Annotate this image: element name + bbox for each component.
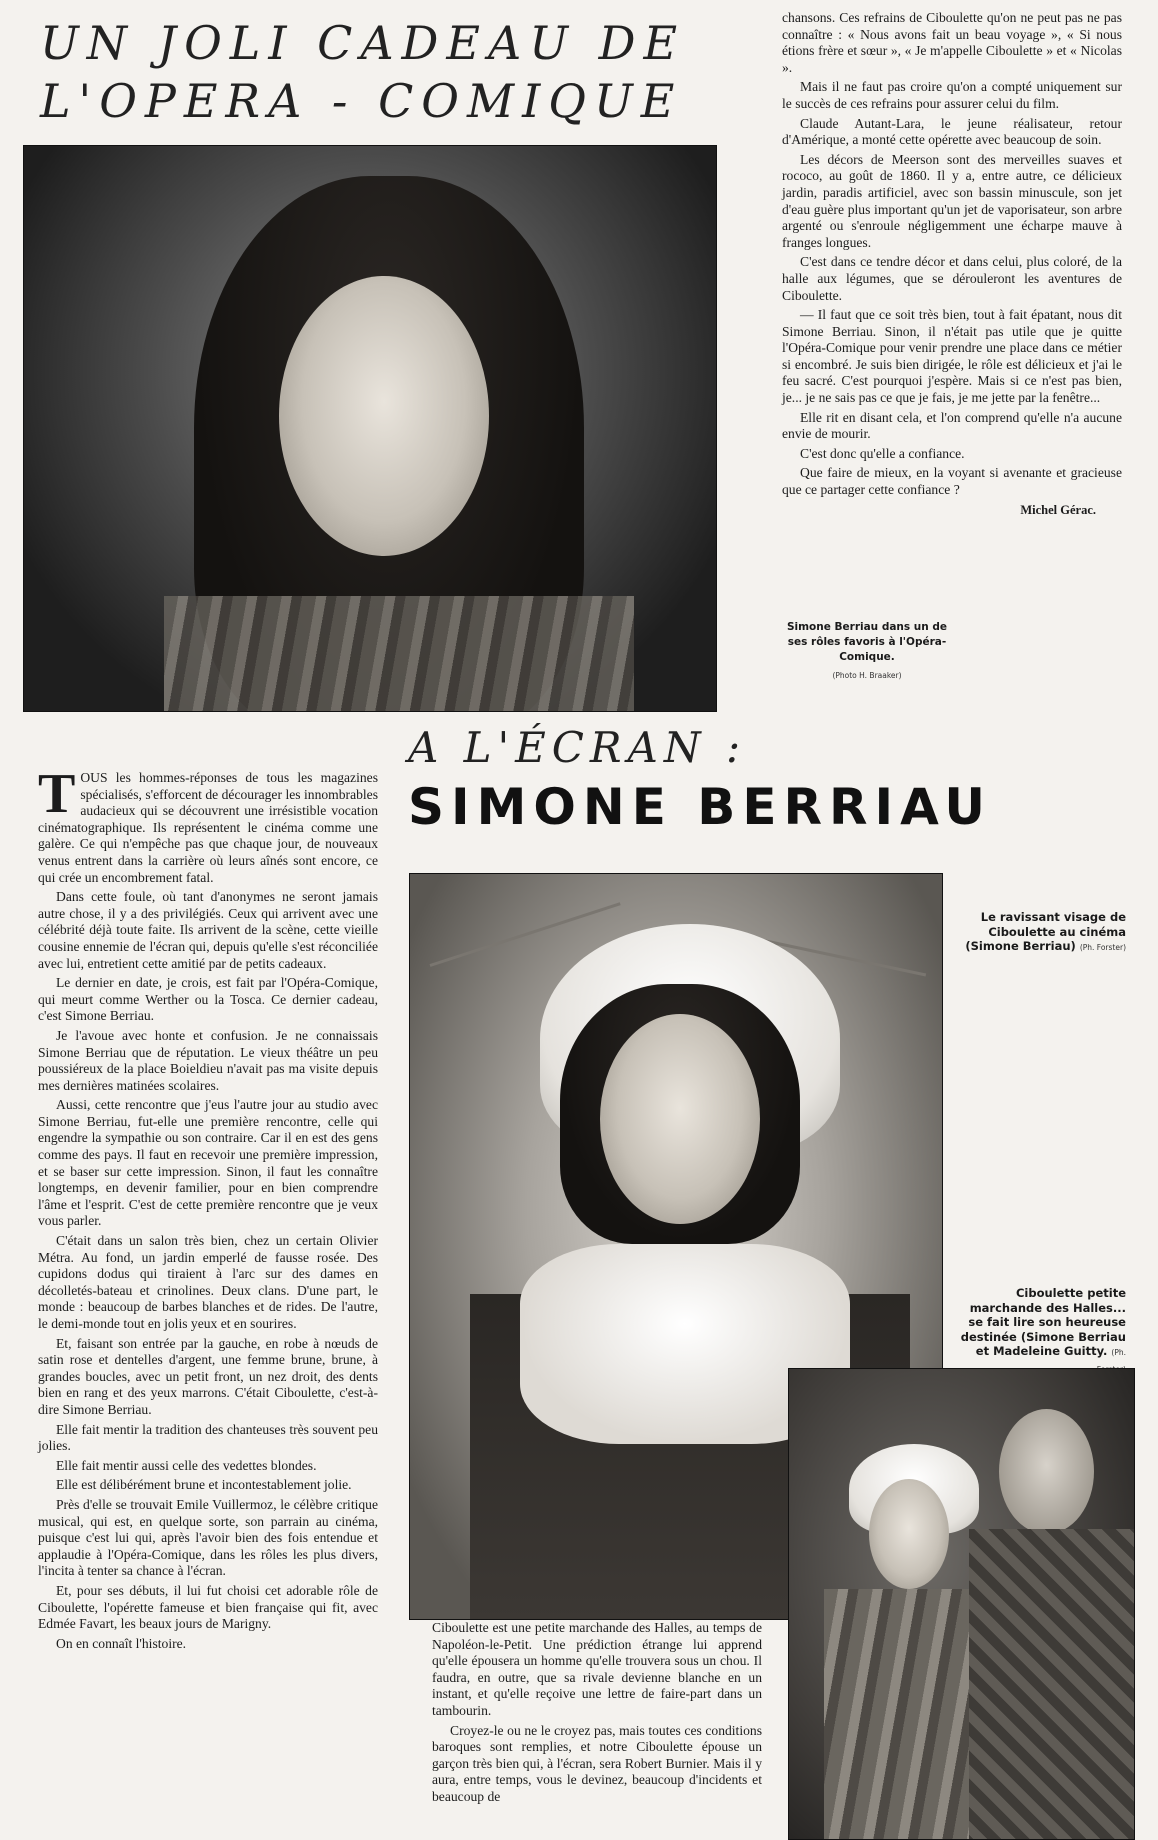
paragraph: Aussi, cette rencontre que j'eus l'autre jour au studio avec Simone Berriau, fut-elle une première rencontre, celle qui engendre la sympathie ou son contraire. Car il en est des gens comme des pays. Il faut en recevoir une première impression, et se baser sur cette impression. Sinon, il faut les connaître longtemps, en devenir familier, pour en bien comprendre l'âme et l'esprit. C'est de cette première rencontre que je veux vous parler. (38, 1097, 378, 1229)
drop-cap: T (38, 763, 76, 825)
paragraph: Dans cette foule, où tant d'anonymes ne seront jamais autre chose, il y a des privilégiés. Ceux qui arrivent avec une célébrité déjà toute faite. Ils arrivent de la scène, cette vieille cousine ennemie de l'écran qui, depuis qu'elle s'est réconciliée avec lui, entretient cette amitié par de petits cadeaux. (38, 889, 378, 971)
paragraph: — Il faut que ce soit très bien, tout à fait épatant, nous dit Simone Berriau. Sinon, il n'était pas utile que je quitte l'Opéra-Comique pour venir prendre une place dans ce métier si encombré. Je suis bien dirigée, le rôle est délicieux et j'ai le feu sacré. C'est pourquoi j'espère. Mais si ce n'est pas bien, je... je ne sais pas ce que je fais, je me jette par la fenêtre... (782, 307, 1122, 406)
photo-face-shape (600, 1014, 760, 1224)
still-photo-halles (788, 1368, 1135, 1840)
paragraph: On en connaît l'histoire. (56, 1635, 187, 1651)
paragraph-lead (38, 763, 378, 886)
photo-credit: (Ph. Forster) (1079, 943, 1126, 952)
photo-dress-shape (164, 596, 634, 712)
paragraph: Le dernier en date, je crois, est fait par l'Opéra-Comique, qui meurt comme Werther ou la Tosca. Ce dernier cadeau, c'est Simone Berriau. (38, 975, 378, 1024)
paragraph: Et, faisant son entrée par la gauche, en robe à nœuds de satin rose et dentelles d'argent, une femme brune, brune, à grandes boucles, avec un petit front, un nez droit, des dents bien en rang et des yeux marrons. C'était Ciboulette, c'est-à-dire Simone Berriau. (38, 1335, 378, 1417)
photo-face-shape (869, 1479, 949, 1589)
bottom-middle-text-column (432, 1620, 762, 1809)
lead-text: OUS les hommes-réponses de tous les magazines spécialisés, s'efforcent de décourager les innombrables audacieux qui se découvrent une irrésistible vocation cinématographique. Ils représentent le cinéma comme une galère. Ce qui n'empêche pas que chaque jour, de nouveaux venus entrent dans la carrière où leurs aînés sont encore, ce qui crée un encombrement fatal. (38, 770, 378, 885)
paragraph: Près d'elle se trouvait Emile Vuillermoz, le célèbre critique musical, qui est, en quelque sorte, son parrain au cinéma, puisque c'est lui qui, après l'avoir bien des fois entendue et applaudie à l'Opéra-Comique, dans les rôles les plus divers, l'incita à tenter sa chance à l'écran. (38, 1496, 378, 1579)
caption-text: Simone Berriau dans un de ses rôles favoris à l'Opéra-Comique. (786, 621, 948, 663)
paragraph: Elle fait mentir la tradition des chanteuses très souvent peu jolies. (38, 1421, 378, 1454)
caption-body: Ciboulette petite marchande des Halles... se fait lire son heureuse destinée (Simone Berriau et Madeleine Guitty. (960, 1286, 1126, 1358)
paragraph: Elle fait mentir aussi celle des vedettes blondes. (56, 1457, 317, 1473)
paragraph: Elle est délibérément brune et incontestablement jolie. (56, 1477, 352, 1493)
paragraph: Mais il ne faut pas croire qu'on a compté uniquement sur le succès de ces refrains pour assurer celui du film. (782, 79, 1122, 111)
paragraph: C'est dans ce tendre décor et dans celui, plus coloré, de la halle aux légumes, que se dérouleront les aventures de Ciboulette. (782, 254, 1122, 303)
paragraph: Ciboulette est une petite marchande des Halles, au temps de Napoléon-le-Petit. Une prédiction étrange lui apprend qu'elle épousera un homme qu'elle trouvera sous un chou. Il faudra, en outre, que sa rivale devienne blanche en un instant, et qu'elle reçoive une lettre de faire-part dans un tambourin. (432, 1620, 762, 1718)
photo-face-shape-2 (999, 1409, 1094, 1534)
paragraph: Et, pour ses débuts, il lui fut choisi cet adorable rôle de Ciboulette, l'opérette fameuse et bien française qui fit, avec Edmée Favart, les beaux jours de Marigny. (38, 1582, 378, 1632)
paragraph: chansons. Ces refrains de Ciboulette qu'on ne peut pas ne pas connaître : « Nous avons fait un beau voyage », « Si nous étions frère et sœur », « Je m'appelle Ciboulette » et « Nicolas ». (782, 10, 1122, 75)
caption-still-3 (956, 1286, 1126, 1377)
caption-portrait-1 (782, 620, 952, 683)
paragraph: Je l'avoue avec honte et confusion. Je ne connaissais Simone Berriau que de réputation. Le vieux théâtre un peu poussiéreux de la place Boieldieu n'avait pas ma visite depuis mes dernières matinées scolaires. (38, 1027, 378, 1093)
photo-credit: (Photo H. Braaker) (832, 671, 902, 680)
photo-credit: (Ph. (1111, 1348, 1126, 1357)
top-right-text-column (782, 10, 1122, 521)
section-kicker: A L'ÉCRAN : (408, 723, 747, 772)
paragraph: Les décors de Meerson sont des merveilles suaves et rococo, au goût de 1860. Il y a, entre autre, ce délicieux jardin, paradis artificiel, avec son bassin minuscule, son jet d'eau guère plus important qu'un jet de vaporisateur, son arbre argenté ou s'enroule négligemment une écharpe mauve à franges longues. (782, 151, 1122, 250)
caption-text (956, 1286, 1126, 1377)
paragraph: Claude Autant-Lara, le jeune réalisateur, retour d'Amérique, a monté cette opérette avec beaucoup de soin. (782, 115, 1122, 148)
paragraph: C'était dans un salon très bien, chez un certain Olivier Métra. Au fond, un jardin emperlé de fausse rosée. Des cupidons dodus qui tiraient à l'arc sur des dames en décolletés-bateau et crinolines. Deux clans. D'une part, le monde : beaucoup de barbes blanches et de rides. De l'autre, le demi-monde tout en jolis yeux et en sourires. (38, 1233, 378, 1331)
paragraph: Croyez-le ou ne le croyez pas, mais toutes ces conditions baroques sont remplies, et notre Ciboulette épouse un garçon très bien qui, à l'écran, sera Robert Burnier. Mais il y aura, entre temps, vous le devinez, beaucoup d'incidents et beaucoup de (432, 1722, 762, 1804)
photo-face-shape (279, 276, 489, 556)
left-text-column (38, 763, 378, 1655)
title-line-1: UN JOLI CADEAU DE (40, 16, 686, 70)
photo-dress-shape (824, 1589, 974, 1840)
paragraph: C'est donc qu'elle a confiance. (800, 445, 965, 461)
author-signature: Michel Gérac. (1020, 502, 1096, 517)
paragraph: Que faire de mieux, en la voyant si avenante et gracieuse que ce partager cette confiance ? (782, 465, 1122, 498)
caption-body: Le ravissant visage de Ciboulette au cinéma (Simone Berriau) (965, 910, 1126, 953)
section-heading (408, 722, 1148, 840)
portrait-photo-opera (23, 145, 717, 712)
title-line-2: L'OPERA - COMIQUE (40, 74, 683, 128)
photo-dress-shape-2 (969, 1529, 1134, 1840)
paragraph: Elle rit en disant cela, et l'on comprend qu'elle n'a aucune envie de mourir. (782, 409, 1122, 442)
article-header (40, 14, 720, 130)
caption-portrait-2 (956, 910, 1126, 956)
caption-text (956, 910, 1126, 956)
section-name: SIMONE BERRIAU (408, 778, 992, 836)
